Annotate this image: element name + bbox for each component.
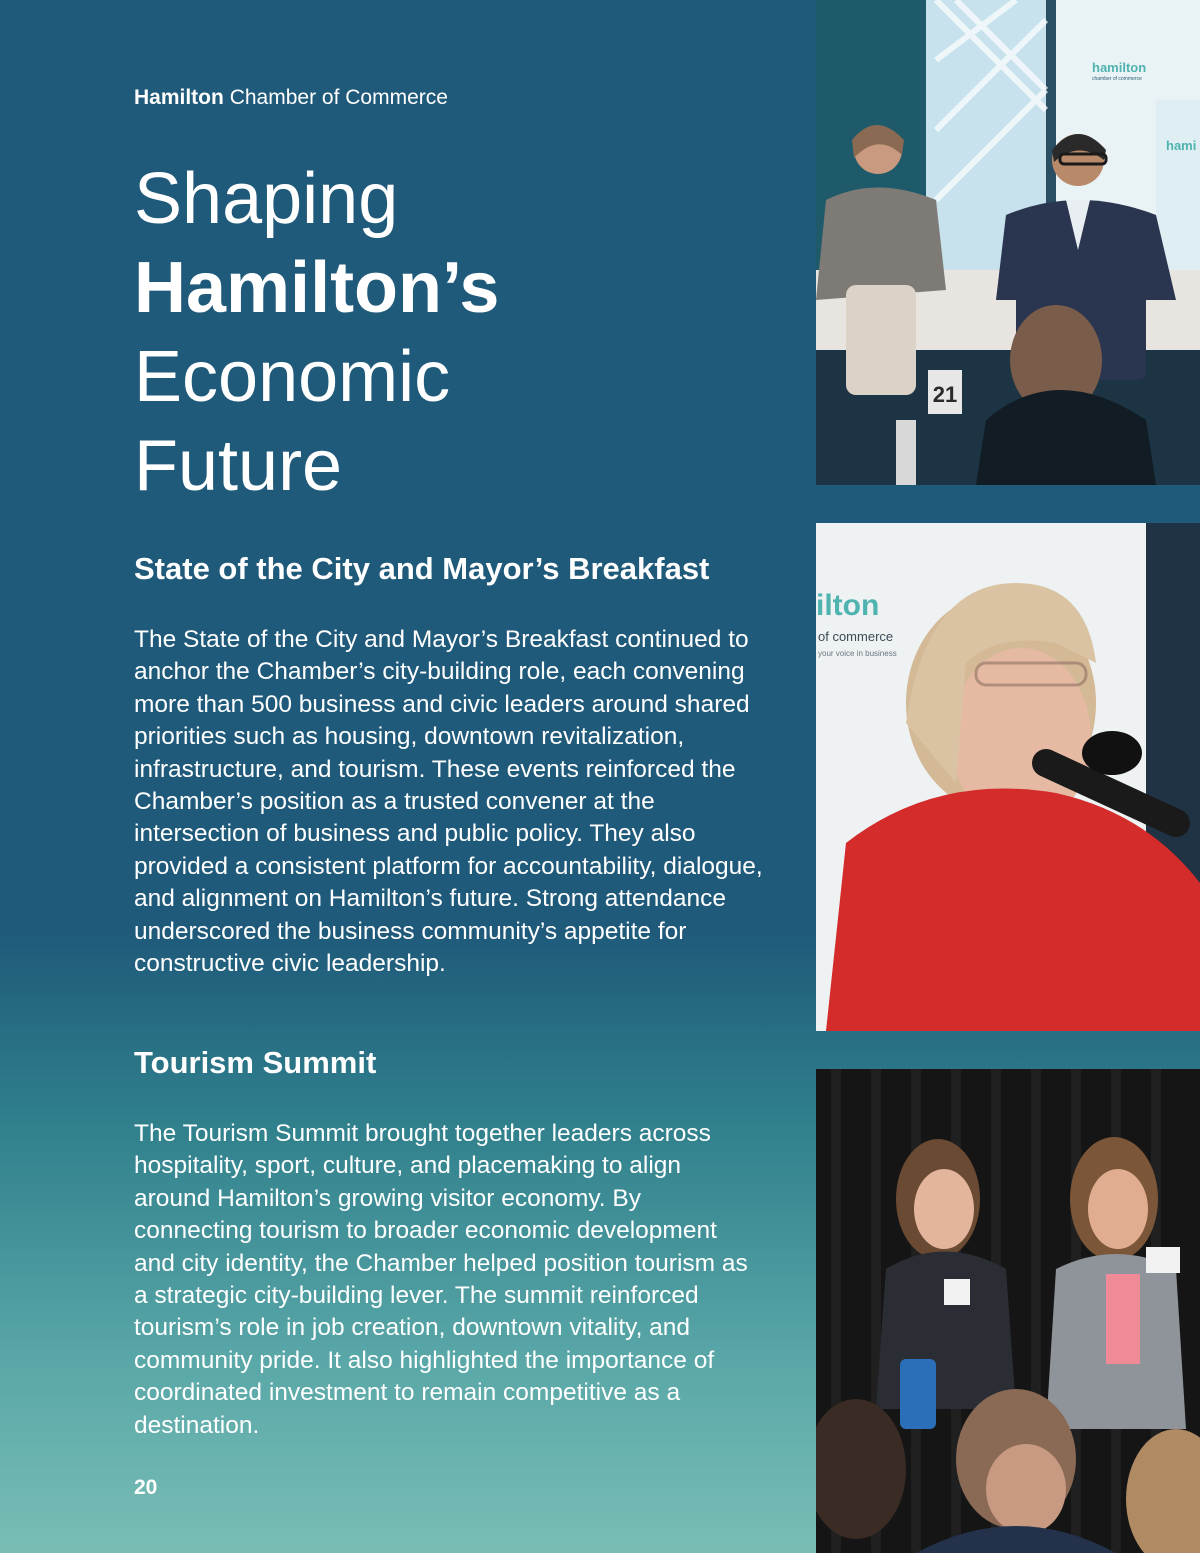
- photo-sign-subtext: chamber of commerce: [1092, 76, 1142, 82]
- page-title: [134, 155, 499, 511]
- photo-speaker-microphone: [816, 523, 1200, 1031]
- title-line-4: Future: [134, 426, 343, 506]
- photo-panel-discussion: [816, 0, 1200, 485]
- section-heading-state-of-city: State of the City and Mayor’s Breakfast: [134, 551, 710, 586]
- section-body-tourism-summit: The Tourism Summit brought together leaders across hospitality, sport, culture, and placemaking to align around Hamilton’s growing visitor economy. By connecting tourism to broader economic development and city identity, the Chamber helped position tourism as a strategic city-building lever. The summit reinforced tourism’s role in job creation, downtown vitality, and community pride. It also highlighted the importance of coordinated investment to remain competitive as a destination.: [134, 1120, 748, 1439]
- brand-name: Hamilton: [134, 86, 224, 109]
- title-line-1: Shaping: [134, 159, 399, 239]
- title-line-3: Economic: [134, 337, 451, 417]
- page-number: 20: [134, 1476, 158, 1499]
- brand-suffix: Chamber of Commerce: [229, 86, 448, 109]
- table-number-text: 21: [932, 382, 958, 407]
- section-heading-tourism-summit: Tourism Summit: [134, 1045, 377, 1080]
- title-line-2: Hamilton’s: [134, 248, 500, 328]
- brand-line: [134, 86, 448, 110]
- photo-sign-text-3: ilton: [816, 589, 880, 622]
- photo-sign-subtext-2: of commerce: [818, 629, 894, 644]
- photo-sign-text-2: hami: [1166, 138, 1197, 153]
- photo-tourism-panel: [816, 1069, 1200, 1553]
- photo-sign-text: hamilton: [1092, 60, 1147, 75]
- section-body-state-of-city: The State of the City and Mayor’s Breakfast continued to anchor the Chamber’s city-building role, each convening more than 500 business and civic leaders around shared priorities such as housing, downtown revitalization, infrastructure, and tourism. These events reinforced the Chamber’s position as a trusted convener at the intersection of business and public policy. They also provided a consistent platform for accountability, dialogue, and alignment on Hamilton’s future. Strong attendance underscored the business community’s appetite for constructive civic leadership.: [134, 626, 763, 978]
- photo-sign-tagline: your voice in business: [818, 649, 897, 658]
